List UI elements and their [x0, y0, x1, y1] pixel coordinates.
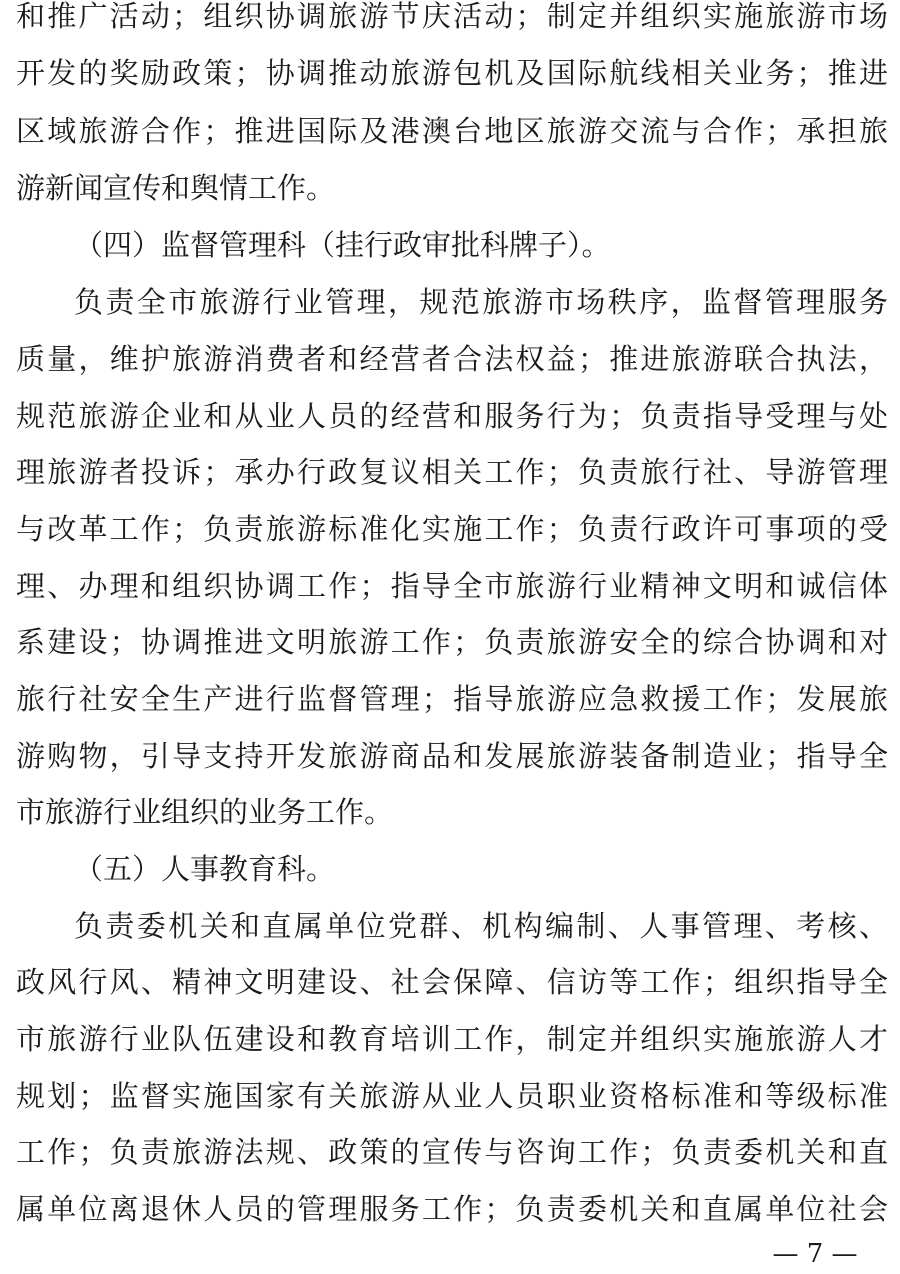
body-text-line: 开发的奖励政策；协调推动旅游包机及国际航线相关业务；推进	[16, 56, 888, 90]
section-heading: （四）监督管理科（挂行政审批科牌子）。	[74, 228, 611, 262]
body-text-line: 游新闻宣传和舆情工作。	[16, 171, 336, 205]
body-text-line: 政风行风、精神文明建设、社会保障、信访等工作；组织指导全	[16, 965, 888, 999]
body-text-line: 负责委机关和直属单位党群、机构编制、人事管理、考核、	[74, 909, 888, 943]
body-text-line: 和推广活动；组织协调旅游节庆活动；制定并组织实施旅游市场	[16, 0, 888, 33]
section-heading: （五）人事教育科。	[74, 852, 336, 886]
body-text-line: 系建设；协调推进文明旅游工作；负责旅游安全的综合协调和对	[16, 625, 888, 659]
body-text-line: 属单位离退休人员的管理服务工作；负责委机关和直属单位社会	[16, 1192, 888, 1226]
body-text-line: 规范旅游企业和从业人员的经营和服务行为；负责指导受理与处	[16, 399, 888, 433]
body-text-line: 旅行社安全生产进行监督管理；指导旅游应急救援工作；发展旅	[16, 682, 888, 716]
body-text-line: 市旅游行业组织的业务工作。	[16, 795, 394, 829]
page-number: — 7 —	[772, 1239, 858, 1269]
body-text-line: 规划；监督实施国家有关旅游从业人员职业资格标准和等级标准	[16, 1079, 888, 1113]
body-text-line: 负责全市旅游行业管理，规范旅游市场秩序，监督管理服务	[74, 285, 888, 319]
body-text-line: 市旅游行业队伍建设和教育培训工作，制定并组织实施旅游人才	[16, 1022, 888, 1056]
body-text-line: 游购物，引导支持开发旅游商品和发展旅游装备制造业；指导全	[16, 739, 888, 773]
body-text-line: 工作；负责旅游法规、政策的宣传与咨询工作；负责委机关和直	[16, 1135, 888, 1169]
body-text-line: 理旅游者投诉；承办行政复议相关工作；负责旅行社、导游管理	[16, 455, 888, 489]
body-text-line: 理、办理和组织协调工作；指导全市旅游行业精神文明和诚信体	[16, 569, 888, 603]
body-text-line: 区域旅游合作；推进国际及港澳台地区旅游交流与合作；承担旅	[16, 114, 888, 148]
body-text-line: 与改革工作；负责旅游标准化实施工作；负责行政许可事项的受	[16, 512, 888, 546]
body-text-line: 质量，维护旅游消费者和经营者合法权益；推进旅游联合执法，	[16, 342, 888, 376]
